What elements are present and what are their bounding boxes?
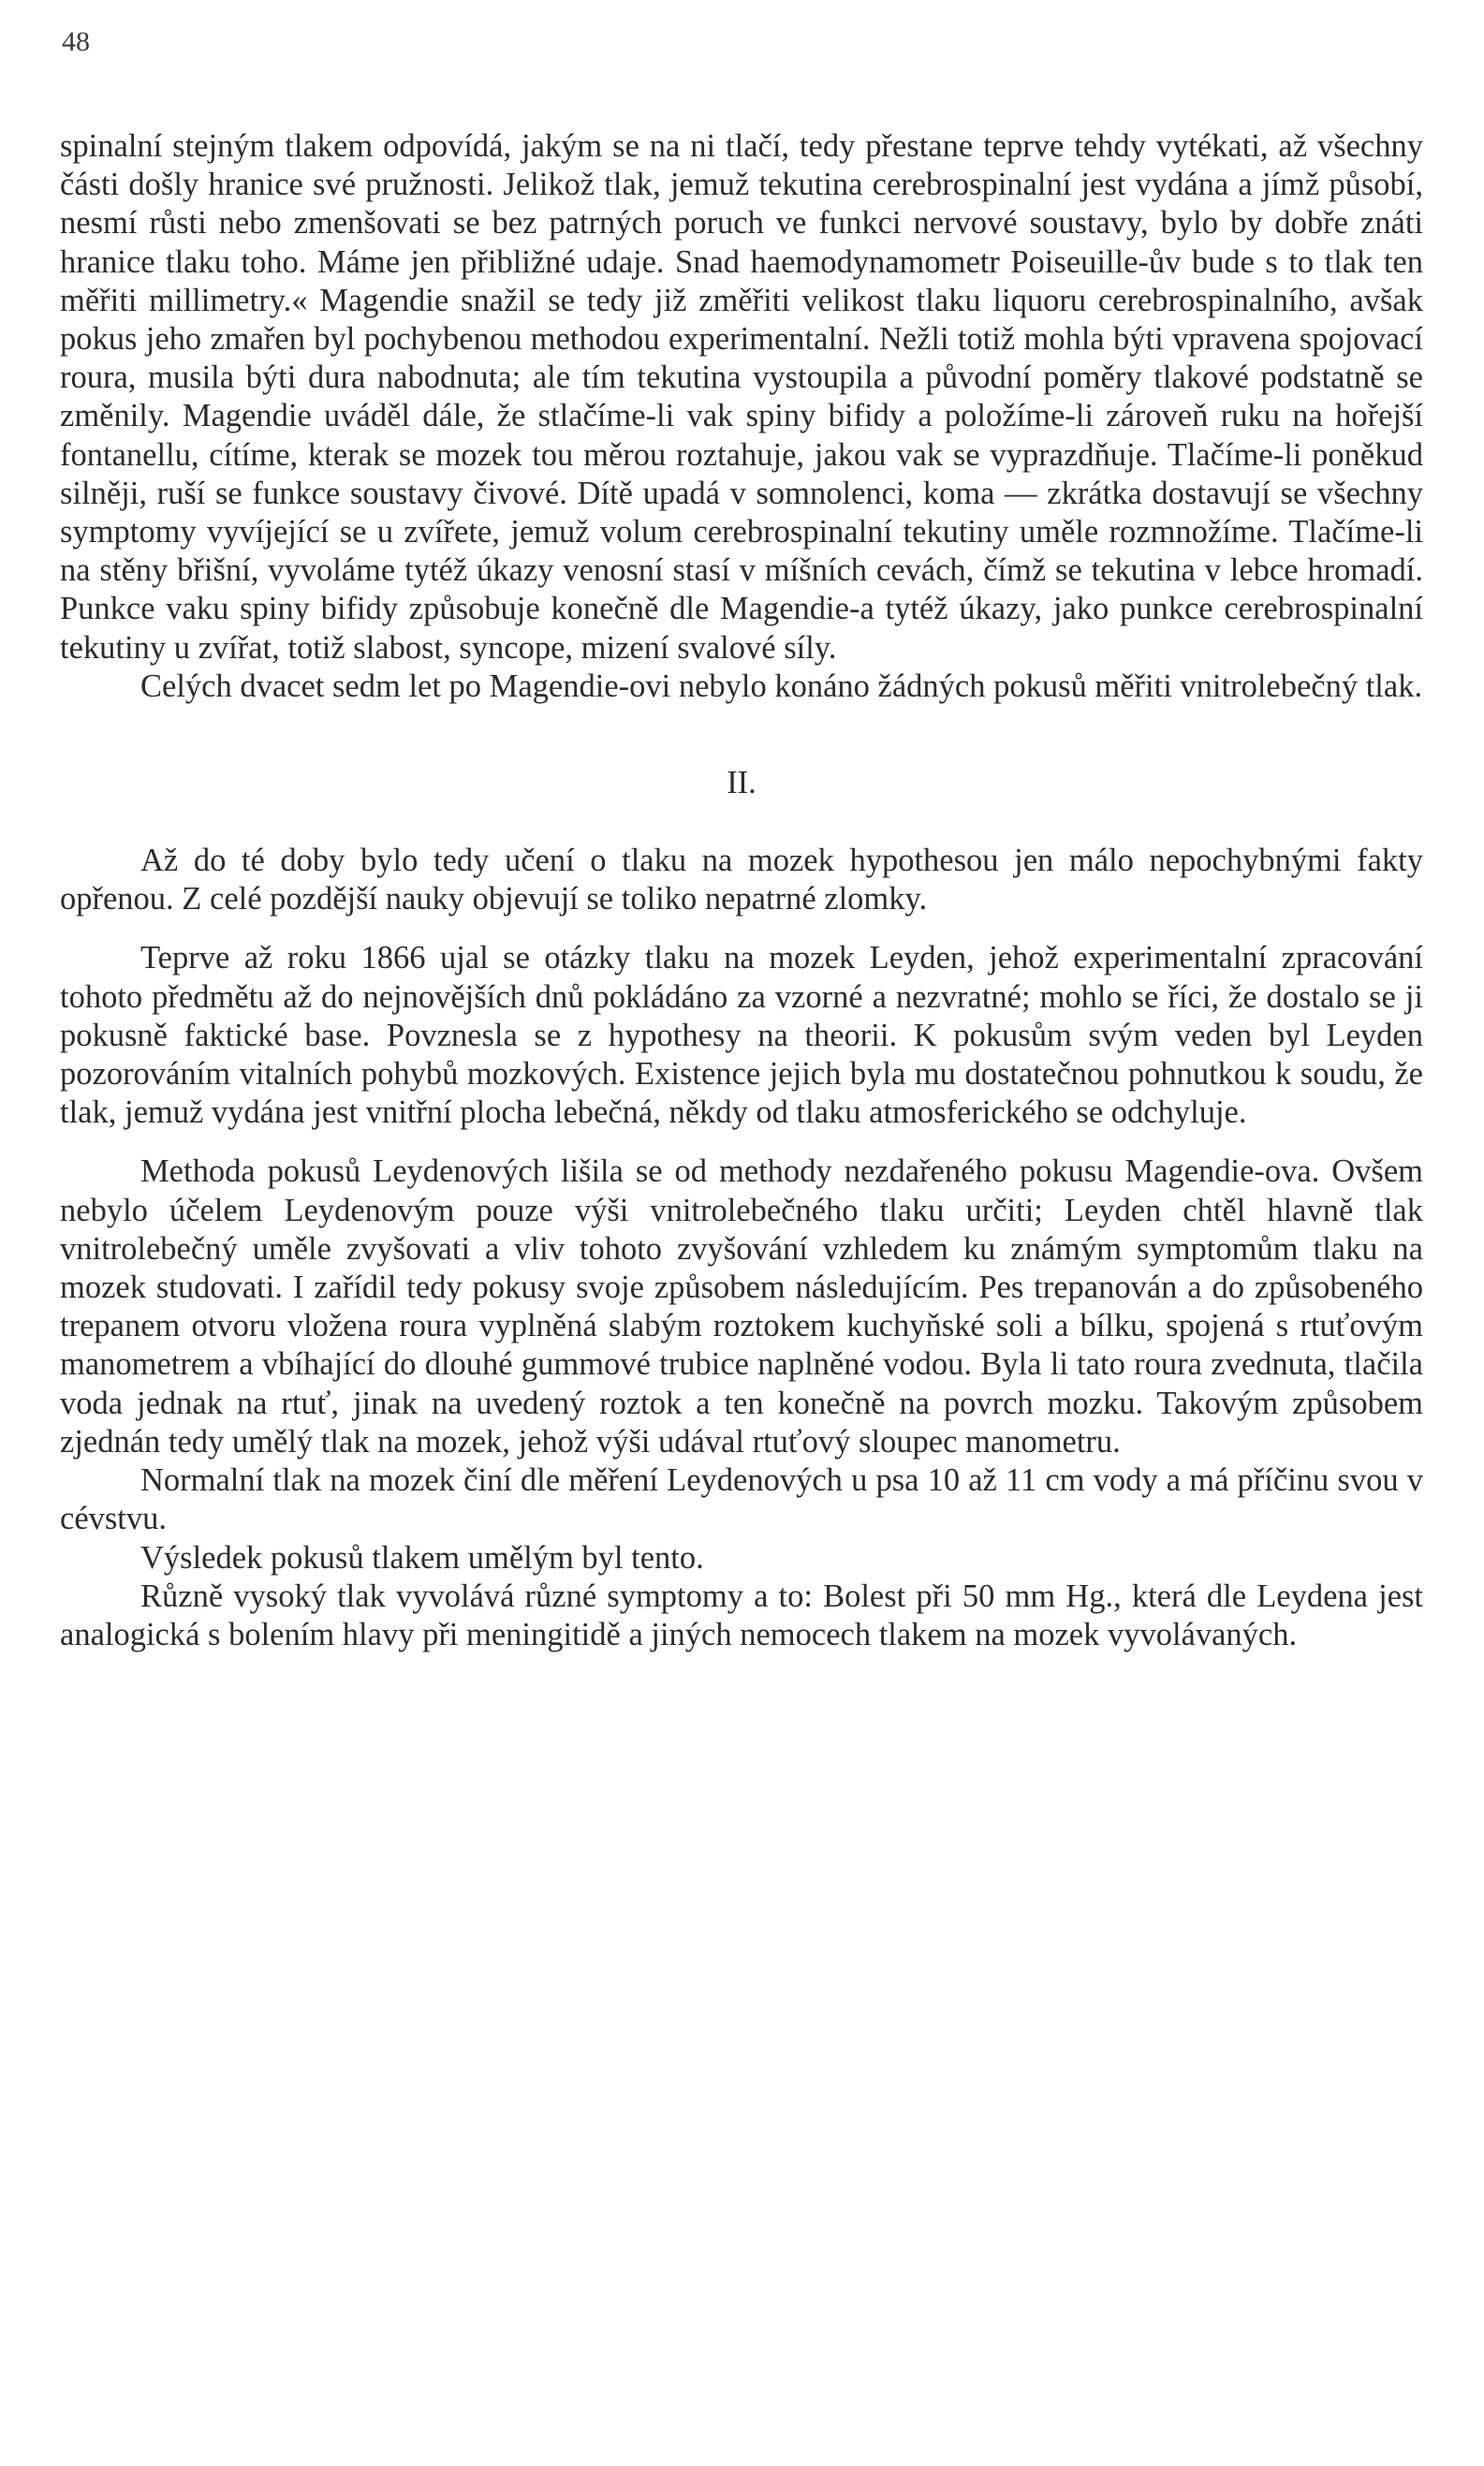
paragraph-4: Teprve až roku 1866 ujal se otázky tlaku na mozek Leyden, jehož experimentalní zpracování tohoto předmětu až do nejnovějších dnů pokládáno za vzorné a nezvratné; mohlo se říci, že dostalo se ji pokusně faktické base. Povznesla se z hypothesy na theorii. K pokusům svým veden byl Leyden pozorováním vitalních pohybů mozkových. Existence jejich byla mu dostatečnou pohnutkou k soudu, že tlak, jemuž vydána jest vnitřní plocha lebečná, někdy od tlaku atmosferického se odchyluje. bbox=[60, 940, 1423, 1131]
paragraph-6: Normalní tlak na mozek činí dle měření Leydenových u psa 10 až 11 cm vody a má příčinu svou v cévstvu. bbox=[60, 1462, 1423, 1537]
paragraph-1: spinalní stejným tlakem odpovídá, jakým se na ni tlačí, tedy přestane teprve tehdy vytékati, až všechny části došly hranice své pružnosti. Jelikož tlak, jemuž tekutina cerebrospinalní jest vydána a jímž působí, nesmí růsti nebo zmenšovati se bez patrných poruch ve funkci nervové soustavy, bylo by dobře znáti hranice tlaku toho. Máme jen přibližné udaje. Snad haemodynamometr Poiseuille-ův bude s to tlak ten měřiti millimetry.« Magendie snažil se tedy již změřiti velikost tlaku liquoru cerebrospinalního, avšak pokus jeho zmařen byl pochybenou methodou experimentalní. Nežli totiž mohla býti vpravena spojovací roura, musila býti dura nabodnuta; ale tím tekutina vystoupila a původní poměry tlakové podstatně se změnily. Magendie uváděl dále, že stlačíme-li vak spiny bifidy a položíme-li zároveň ruku na hořejší fontanellu, cítíme, kterak se mozek tou měrou roztahuje, jakou vak se vyprazdňuje. Tlačíme-li poněkud silněji, ruší se funkce soustavy čivové. Dítě upadá v somnolenci, koma — zkrátka dostavují se všechny symptomy vyvíjející se u zvířete, jemuž volum cerebrospinalní tekutiny uměle rozmnožíme. Tlačíme-li na stěny břišní, vyvoláme tytéž úkazy venosní stasí v míšních cevách, čímž se tekutina v lebce hromadí. Punkce vaku spiny bifidy způsobuje konečně dle Magendie-a tytéž úkazy, jako punkce cerebrospinalní tekutiny u zvířat, totiž slabost, syncope, mizení svalové síly. bbox=[60, 128, 1423, 666]
page-body bbox=[60, 127, 1423, 1654]
paragraph-7: Výsledek pokusů tlakem umělým byl tento. bbox=[140, 1539, 704, 1576]
paragraph-3: Až do té doby bylo tedy učení o tlaku na mozek hypothesou jen málo nepochybnými fakty opřenou. Z celé pozdější nauky objevují se toliko nepatrné zlomky. bbox=[60, 843, 1423, 917]
paragraph-5: Methoda pokusů Leydenových lišila se od methody nezdařeného pokusu Magendie-ova. Ovšem nebylo účelem Leydenovým pouze výši vnitrolebečného tlaku určiti; Leyden chtěl hlavně tlak vnitrolebečný uměle zvyšovati a vliv tohoto zvyšování vzhledem ku známým symptomům tlaku na mozek studovati. I zařídil tedy pokusy svoje způsobem následujícím. Pes trepanován a do způsobeného trepanem otvoru vložena roura vyplněná slabým roztokem kuchyňské soli a bílku, spojená s rtuťovým manometrem a vbíhající do dlouhé gummové trubice naplněné vodou. Byla li tato roura zvednuta, tlačila voda jednak na rtuť, jinak na uvedený roztok a ten konečně na povrch mozku. Takovým způsobem zjednán tedy umělý tlak na mozek, jehož výši udával rtuťový sloupec manometru. bbox=[60, 1153, 1423, 1460]
page-number: 48 bbox=[62, 26, 90, 57]
paragraph-2: Celých dvacet sedm let po Magendie-ovi nebylo konáno žádných pokusů měřiti vnitrolebečný tlak. bbox=[140, 668, 1423, 704]
paragraph-8: Různě vysoký tlak vyvolává různé symptomy a to: Bolest při 50 mm Hg., která dle Leydena jest analogická s bolením hlavy při meningitidě a jiných nemocech tlakem na mozek vyvolávaných. bbox=[60, 1578, 1423, 1652]
section-heading: II. bbox=[727, 765, 757, 801]
